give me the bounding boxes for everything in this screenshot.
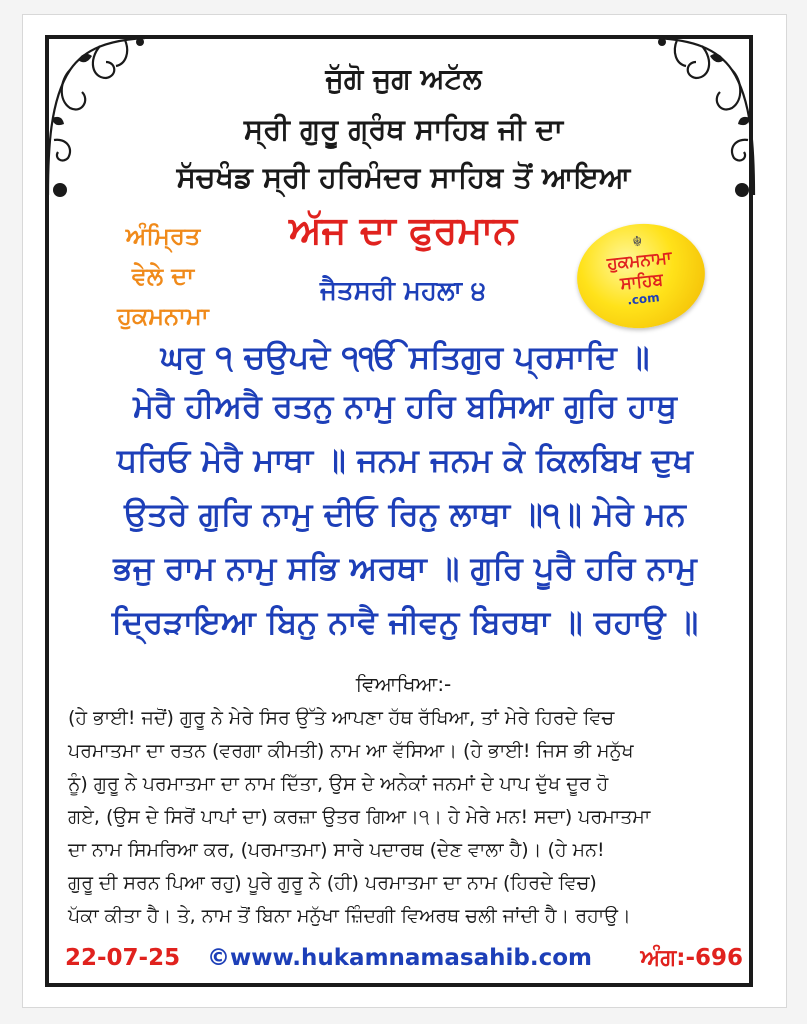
explanation-line: ਨੂੰ) ਗੁਰੂ ਨੇ ਪਰਮਾਤਮਾ ਦਾ ਨਾਮ ਦਿੱਤਾ, ਉਸ ਦੇ ਅਨੇਕਾਂ ਜਨਮਾਂ ਦੇ ਪਾਪ ਦੁੱਖ ਦੂਰ ਹੋ	[68, 773, 609, 795]
header-line-3: ਸੱਚਖੰਡ ਸ੍ਰੀ ਹਰਿਮੰਦਰ ਸਾਹਿਬ ਤੋਂ ਆਇਆ	[176, 160, 631, 194]
khanda-icon: ☬	[631, 233, 644, 251]
amrit-line-1: ਅੰਮ੍ਰਿਤ	[125, 222, 201, 250]
explanation-line: (ਹੇ ਭਾਈ! ਜਦੋਂ) ਗੁਰੂ ਨੇ ਮੇਰੇ ਸਿਰ ਉੱਤੇ ਆਪਣਾ ਹੱਥ ਰੱਖਿਆ, ਤਾਂ ਮੇਰੇ ਹਿਰਦੇ ਵਿਚ	[68, 707, 615, 729]
explanation-line: ਦਾ ਨਾਮ ਸਿਮਰਿਆ ਕਰ, (ਪਰਮਾਤਮਾ) ਸਾਰੇ ਪਦਾਰਥ (ਦੇਣ ਵਾਲਾ ਹੈ)। (ਹੇ ਮਨ!	[68, 839, 605, 861]
logo-text-2: ਸਾਹਿਬ	[619, 269, 664, 295]
footer-date: 22-07-25	[65, 945, 181, 971]
explanation-line: ਪਰਮਾਤਮਾ ਦਾ ਰਤਨ (ਵਰਗਾ ਕੀਮਤੀ) ਨਾਮ ਆ ਵੱਸਿਆ। (ਹੇ ਭਾਈ! ਜਿਸ ਭੀ ਮਨੁੱਖ	[68, 740, 634, 762]
explanation-line: ਗੁਰੂ ਦੀ ਸਰਨ ਪਿਆ ਰਹੁ) ਪੂਰੇ ਗੁਰੂ ਨੇ (ਹੀ) ਪਰਮਾਤਮਾ ਦਾ ਨਾਮ (ਹਿਰਦੇ ਵਿਚ)	[68, 872, 597, 894]
header-line-2: ਸ੍ਰੀ ਗੁਰੂ ਗ੍ਰੰਥ ਸਾਹਿਬ ਜੀ ਦਾ	[243, 112, 564, 146]
vyakhya-heading: ਵਿਆਖਿਆ:-	[355, 672, 452, 696]
explanation-line: ਗਏ, (ਉਸ ਦੇ ਸਿਰੋਂ ਪਾਪਾਂ ਦਾ) ਕਰਜ਼ਾ ਉਤਰ ਗਿਆ।੧। ਹੇ ਮੇਰੇ ਮਨ! ਸਦਾ) ਪਰਮਾਤਮਾ	[68, 806, 651, 828]
gurbani-line: ਦ੍ਰਿੜਾਇਆ ਬਿਨੁ ਨਾਵੈ ਜੀਵਨੁ ਬਿਰਥਾ ॥ ਰਹਾਉ ॥	[111, 603, 699, 641]
footer-bar	[55, 945, 745, 979]
gurbani-line: ਭਜੁ ਰਾਮ ਨਾਮੁ ਸਭਿ ਅਰਥਾ ॥ ਗੁਰਿ ਪੂਰੈ ਹਰਿ ਨਾਮੁ	[113, 549, 697, 587]
gurbani-line: ਮੇਰੈ ਹੀਅਰੈ ਰਤਨੁ ਨਾਮੁ ਹਰਿ ਬਸਿਆ ਗੁਰਿ ਹਾਥੁ	[133, 387, 677, 425]
amrit-line-3: ਹੁਕਮਨਾਮਾ	[117, 302, 209, 330]
logo-text-1: ਹੁਕਮਨਾਮਾ	[606, 247, 673, 275]
logo-text-3: .com	[626, 290, 661, 308]
footer-website-link[interactable]: ©www.hukamnamasahib.com	[207, 945, 592, 971]
gurbani-line: ਉਤਰੇ ਗੁਰਿ ਨਾਮੁ ਦੀਓ ਰਿਨੁ ਲਾਥਾ ॥੧॥ ਮੇਰੇ ਮਨ	[124, 495, 686, 533]
amrit-line-2: ਵੇਲੇ ਦਾ	[131, 262, 195, 290]
footer-ang-number: ਅੰਗ:-696	[640, 945, 743, 971]
gurbani-line: ਧਰਿਓ ਮੇਰੈ ਮਾਥਾ ॥ ਜਨਮ ਜਨਮ ਕੇ ਕਿਲਬਿਖ ਦੁਖ	[117, 441, 693, 479]
explanation-line: ਪੱਕਾ ਕੀਤਾ ਹੈ। ਤੇ, ਨਾਮ ਤੋਂ ਬਿਨਾ ਮਨੁੱਖਾ ਜ਼ਿੰਦਗੀ ਵਿਅਰਥ ਚਲੀ ਜਾਂਦੀ ਹੈ। ਰਹਾਉ।	[68, 905, 631, 927]
raag-subtitle: ਜੈਤਸਰੀ ਮਹਲਾ ੪	[319, 276, 487, 306]
gurbani-line: ਘਰੁ ੧ ਚਉਪਦੇ ੧ੴ ਸਤਿਗੁਰ ਪ੍ਰਸਾਦਿ ॥	[160, 338, 650, 376]
header-line-1: ਜੁੱਗੋ ਜੁਗ ਅਟੱਲ	[325, 62, 482, 95]
amrit-vele-label	[88, 216, 238, 336]
page-title: ਅੱਜ ਦਾ ਫੁਰਮਾਨ	[289, 208, 517, 252]
